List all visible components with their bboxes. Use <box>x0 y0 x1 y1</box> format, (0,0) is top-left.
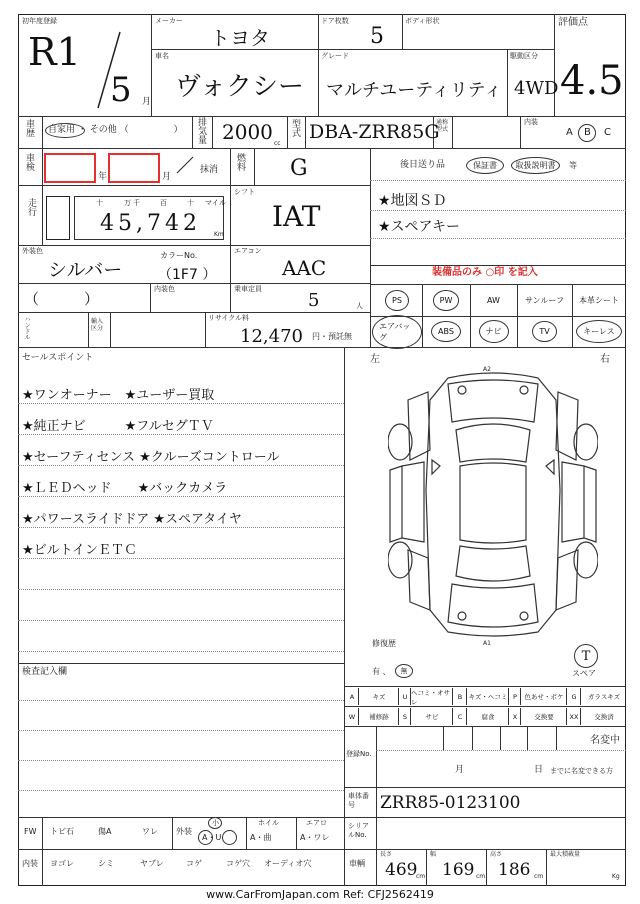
sales-label: セールスポイント <box>22 353 94 363</box>
equipment-item <box>572 286 626 315</box>
sales-rule <box>18 651 344 652</box>
interior-bottom-label: 内装 <box>22 859 38 868</box>
legend-cell: C <box>452 708 467 725</box>
width-unit: cm <box>476 873 486 880</box>
inspection-rule <box>18 700 344 701</box>
exterior-label: 外装色 <box>22 247 43 255</box>
score-value: 4.5 <box>560 58 624 104</box>
history-options: 自家用 ・ その他 （ ） <box>48 125 183 135</box>
equipment-label: TV <box>532 321 556 342</box>
color-no-label: カラーNo. <box>160 251 198 260</box>
chassis-value: ZRR85-0123100 <box>380 793 521 813</box>
unit-hyaku: 百 <box>160 199 167 207</box>
mileage-value: 45,742 <box>100 211 201 236</box>
sales-rule <box>18 589 344 590</box>
accessory-1: ★地図ＳＤ <box>378 193 447 209</box>
sales-rule <box>18 434 344 435</box>
legend-cell: ヘコミ・オサレ <box>410 688 453 705</box>
equipment-item <box>517 286 572 315</box>
sales-rule <box>18 496 344 497</box>
warranty-badge: 保証書 <box>466 157 504 174</box>
chassis-label: 車体番号 <box>348 792 369 809</box>
accessory-2: ★スペアキー <box>378 219 460 235</box>
capacity-label: 乗車定員 <box>234 285 262 293</box>
interior-label: 内装 <box>524 118 538 126</box>
diagram-left: 左 <box>370 354 380 365</box>
height-label: 高さ <box>490 851 503 858</box>
interior-defect-item: コゲ穴 <box>226 859 250 868</box>
grade-value: マルチユーティリティ <box>326 80 503 101</box>
max-weight-label: 最大積載量 <box>550 851 581 858</box>
inspection-rule <box>18 760 344 761</box>
spare-label: スペア <box>572 669 596 678</box>
legend-cell: 色あせ・ボケ <box>520 688 567 705</box>
spare-badge: T <box>574 644 598 668</box>
inspection-notes-label: 検査記入欄 <box>22 667 68 677</box>
interior-defect-item: コゲ <box>186 859 202 868</box>
inspection-rule <box>18 790 344 791</box>
sales-rule <box>18 620 344 621</box>
legend-cell: キズ・ヘコミ <box>466 688 509 705</box>
legend-cell: U <box>398 688 411 705</box>
inspection-rule <box>18 730 344 731</box>
legend-cell: B <box>452 688 467 705</box>
sales-rule <box>18 465 344 466</box>
score-label: 評価点 <box>558 17 588 28</box>
capacity-value: 5 <box>308 290 320 311</box>
equipment-item <box>372 286 422 315</box>
length-value: 469 <box>385 860 418 880</box>
interior-defect-item: ヨゴレ <box>50 859 74 868</box>
type-label: 型式 <box>290 119 300 137</box>
handle-label: ハンドル <box>23 316 30 340</box>
interior-grade-a: A <box>566 127 573 138</box>
equipment-item <box>470 286 517 315</box>
legend-cell: 交換済 <box>580 708 627 725</box>
sales-rule <box>18 403 344 404</box>
sales-point-line: ★パワースライドドア ★スペアタイヤ <box>22 512 242 527</box>
equipment-label: キーレス <box>576 320 622 343</box>
ac-value: AAC <box>282 256 327 280</box>
doors-label: ドア枚数 <box>321 17 349 25</box>
fw-chip: トビ石 <box>50 827 74 836</box>
displacement-label: 排気量 <box>196 117 206 144</box>
interior-grade-b: B <box>584 127 591 138</box>
unit-ju2: 十 <box>187 199 194 207</box>
interior-defect-item: ヤブレ <box>140 859 164 868</box>
equipment-label: AW <box>487 296 500 305</box>
small-label: 小 <box>212 819 219 827</box>
legend-cell: 補修跡 <box>358 708 399 725</box>
history-label: 車歴 <box>24 119 34 137</box>
interior-grade-circle <box>578 124 596 142</box>
sales-rule <box>18 527 344 528</box>
width-value: 169 <box>442 860 475 880</box>
equipment-label: エアバッグ <box>372 315 422 349</box>
drive-value: 4WD <box>514 78 559 99</box>
wheel-value: A・曲 <box>250 833 272 842</box>
legend-cell: XX <box>566 708 581 725</box>
equipment-label: 本革シート <box>579 296 619 305</box>
equipment-label: ナビ <box>479 320 509 343</box>
interior-defect-item: シミ <box>98 859 114 868</box>
body-label: ボディ形状 <box>405 17 440 25</box>
equipment-item <box>470 317 517 346</box>
unit-mile: マイル <box>205 199 226 207</box>
wheel-label: ホイル <box>258 819 279 827</box>
exterior-small-label: 外装 <box>176 827 192 836</box>
legend-cell: X <box>508 708 521 725</box>
cross-slash <box>175 155 195 175</box>
name-change-status: 名変中 <box>590 735 620 746</box>
cc-unit: cc <box>274 140 281 147</box>
legend-cell: 腐食 <box>466 708 509 725</box>
equipment-item <box>422 286 470 315</box>
legend-cell: A <box>349 692 355 701</box>
legend-cell: サビ <box>410 708 453 725</box>
first-reg-year: R1 <box>28 30 81 74</box>
diagram-right: 右 <box>600 354 610 365</box>
legend-cell: キズ <box>358 688 399 705</box>
length-unit: cm <box>416 873 426 880</box>
erased-label: 抹消 <box>200 165 219 175</box>
mileage-label: 走行 <box>26 198 36 216</box>
shift-label: シフト <box>234 188 255 196</box>
registration-month: 月 <box>455 765 465 775</box>
equipment-label: ABS <box>431 321 461 342</box>
car-diagram <box>388 370 598 638</box>
registration-day: 日 <box>534 765 544 775</box>
a-circle <box>198 830 213 845</box>
max-weight-unit: Kg <box>612 873 620 880</box>
import-label: 輸入区分 <box>91 318 104 332</box>
equipment-label: PW <box>433 290 460 311</box>
equipment-label: サンルーフ <box>525 296 564 305</box>
interior-defect-item: オーディオ穴 <box>264 859 312 868</box>
u-circle <box>222 830 237 845</box>
au-label: A・U <box>202 833 222 842</box>
km-unit: Km <box>214 231 224 238</box>
fuel-label: 燃料 <box>235 153 245 171</box>
repair-label: 修復歴 <box>372 639 396 648</box>
inspection-month-unit: 月 <box>162 172 172 182</box>
capacity-unit: 人 <box>356 302 363 310</box>
width-label: 幅 <box>430 851 437 858</box>
fw-crack: ワレ <box>142 827 158 836</box>
sales-point-line: ★セーフティセンス ★クルーズコントロール <box>22 450 280 465</box>
unit-man: 万 <box>124 199 131 207</box>
interior-color-value: （ ） <box>24 290 100 308</box>
car-label: 車輌 <box>349 859 365 868</box>
inspection-label: 車検 <box>24 153 34 171</box>
cert-label: 通称型式 <box>436 119 449 133</box>
month-unit: 月 <box>142 97 152 107</box>
mileage-box-lead <box>46 196 70 240</box>
equipment-label: PS <box>385 290 409 311</box>
fw-label: FW <box>24 827 37 836</box>
diagram-a1: A1 <box>483 640 491 647</box>
sales-rule <box>18 558 344 559</box>
equipment-item <box>572 317 626 346</box>
drive-label: 駆動区分 <box>510 52 538 60</box>
doors-value: 5 <box>370 24 384 49</box>
serial-label: シリアルNo. <box>348 822 369 839</box>
inspection-month-box <box>108 153 160 183</box>
repair-none-circle: 無 <box>395 664 413 678</box>
exterior-value: シルバー <box>48 259 123 281</box>
fuel-value: G <box>290 156 308 181</box>
model-value: ヴォクシー <box>175 72 304 102</box>
legend-cell: 交換要 <box>520 708 567 725</box>
shift-value: IAT <box>272 200 321 233</box>
inspection-year-box <box>44 153 96 183</box>
model-label: 車名 <box>155 52 169 60</box>
sales-point-line: ★ＬＥＤヘッド ★バックカメラ <box>22 481 228 496</box>
color-no-value: （1F7 ） <box>158 267 217 283</box>
unit-sen: 千 <box>133 199 140 207</box>
maker-value: トヨタ <box>210 26 270 50</box>
sales-point-line: ★ビルトインＥＴＣ <box>22 543 138 558</box>
recycle-value: 12,470 <box>240 326 303 347</box>
model-type: DBA-ZRR85G <box>309 121 440 143</box>
sales-point-line: ★純正ナビ ★フルセグＴＶ <box>22 419 214 434</box>
interior-grade-c: C <box>604 127 611 138</box>
fw-scratch: 傷A <box>98 827 112 836</box>
recycle-unit: 円・預託無 <box>312 332 352 341</box>
registration-deadline: までに名変できる方 <box>550 767 613 775</box>
aero-label: エアロ <box>306 819 327 827</box>
displacement-value: 2000 <box>222 120 273 144</box>
legend-cell: P <box>508 688 521 705</box>
equip-title: 装備品のみ ○印 を記入 <box>432 267 538 278</box>
recycle-label: リサイクル料 <box>208 314 250 322</box>
first-reg-month: 5 <box>110 70 132 110</box>
sales-point-line: ★ワンオーナー ★ユーザー買取 <box>22 388 215 403</box>
height-unit: cm <box>534 873 544 880</box>
small-circle <box>208 817 222 829</box>
diagram-a2: A2 <box>483 366 491 373</box>
history-circle <box>45 123 85 138</box>
footer-watermark: www.CarFromJapan.com Ref: CFJ2562419 <box>206 887 434 901</box>
repair-options: 有 、 <box>372 667 391 676</box>
year-label: 初年度登録 <box>22 17 57 25</box>
after-label: 後日送り品 <box>400 160 446 170</box>
aero-value: A・ワレ <box>300 833 330 842</box>
manual-badge: 取扱説明書 <box>511 157 560 174</box>
equipment-item <box>517 317 572 346</box>
after-etc: 等 <box>569 161 577 170</box>
legend-cell: G <box>566 688 581 705</box>
equipment-item <box>372 317 422 346</box>
unit-ju: 十 <box>96 199 103 207</box>
length-label: 長さ <box>380 851 393 858</box>
legend-cell: ガラスキズ <box>580 688 627 705</box>
maker-label: メーカー <box>155 17 183 25</box>
inspection-year-unit: 年 <box>98 172 108 182</box>
legend-cell: S <box>398 708 411 725</box>
legend-cell: W <box>348 712 356 721</box>
equipment-item <box>422 317 470 346</box>
ac-label: エアコン <box>234 247 262 255</box>
height-value: 186 <box>498 860 531 880</box>
grade-label: グレード <box>321 52 349 60</box>
registration-label: 登録No. <box>346 750 372 758</box>
interior-color-label: 内装色 <box>154 285 175 293</box>
